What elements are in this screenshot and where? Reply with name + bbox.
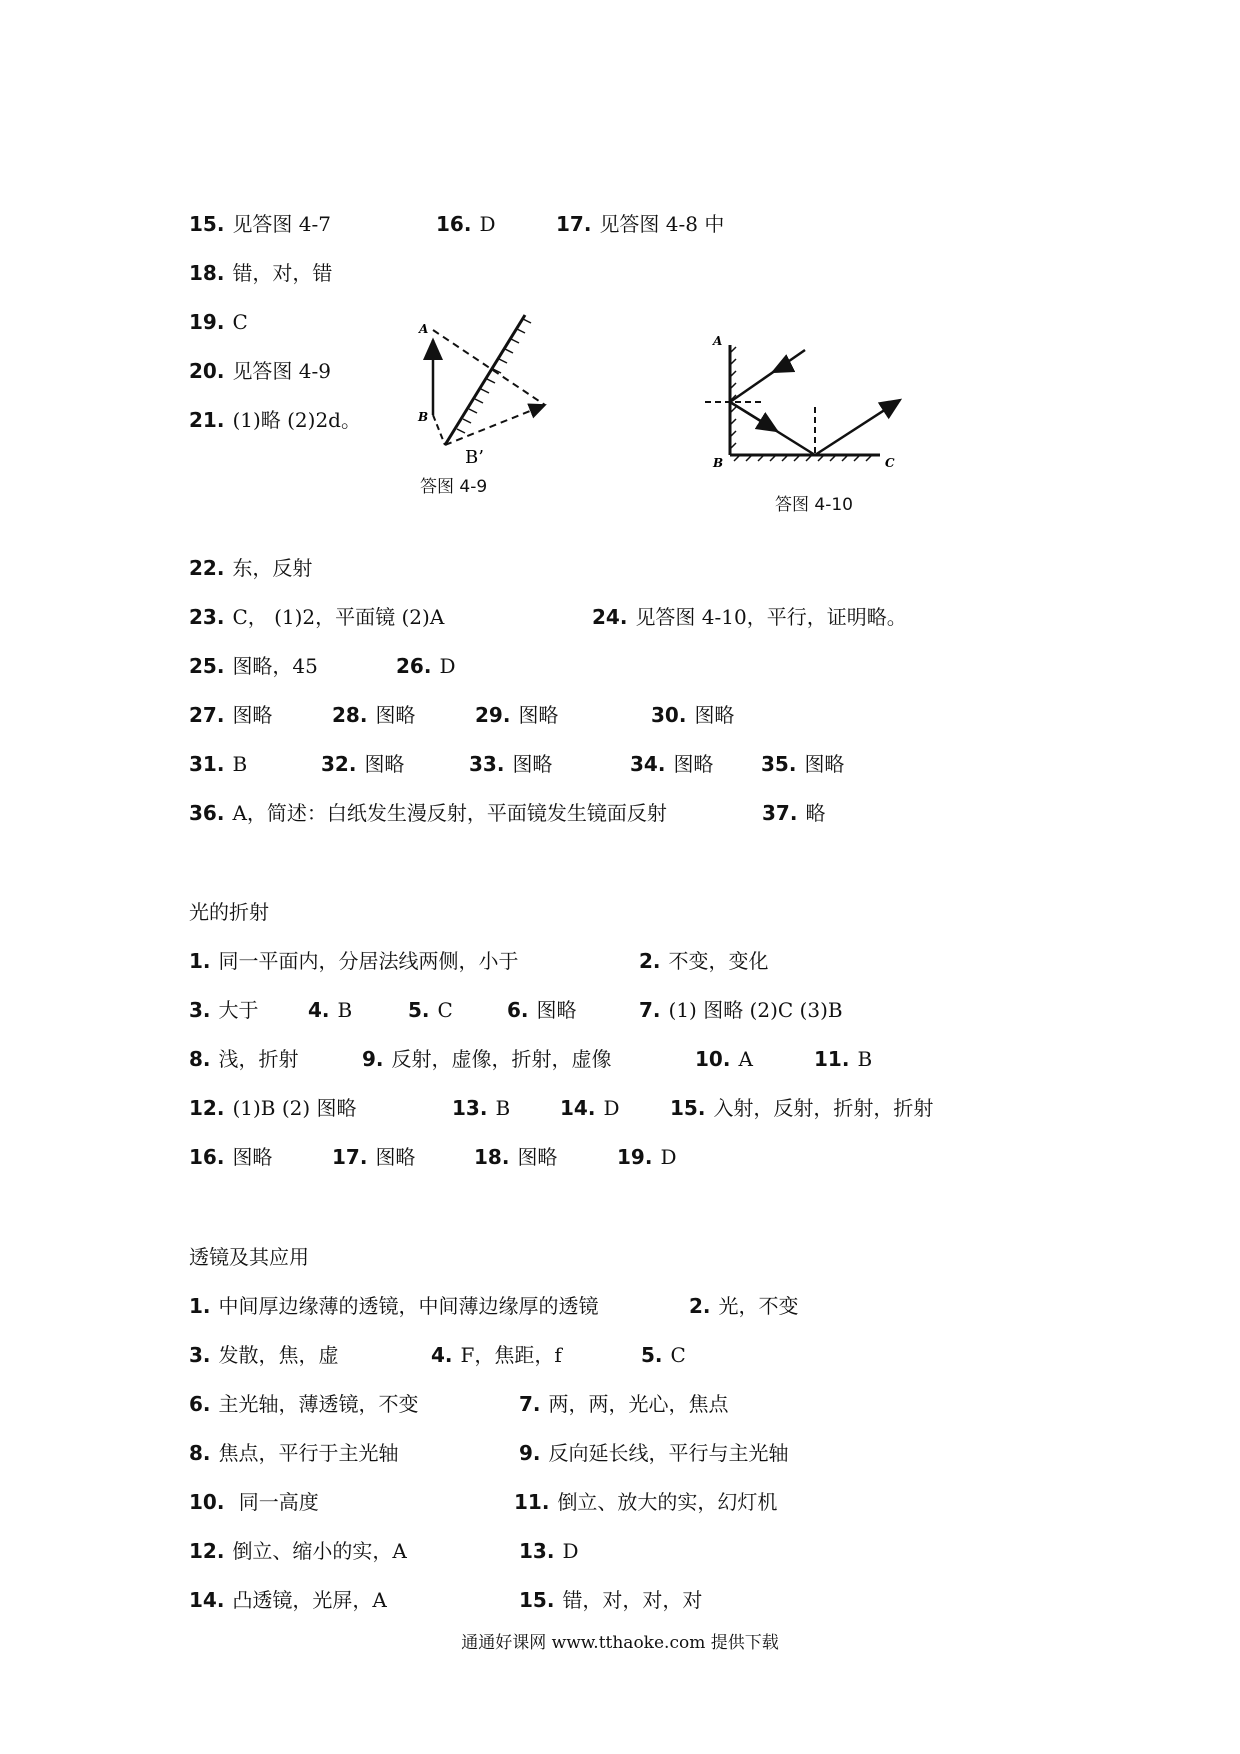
- answer-item: [189, 799, 667, 827]
- question-number: 12.: [189, 1539, 225, 1563]
- answer-text: (1)B (2) 图略: [232, 1096, 357, 1120]
- answer-text: 见答图 4-8 中: [599, 212, 725, 236]
- question-number: 32.: [321, 752, 357, 776]
- question-number: 1.: [189, 949, 211, 973]
- question-number: 11.: [514, 1490, 550, 1514]
- answer-text: 图略: [694, 703, 735, 727]
- question-number: 2.: [689, 1294, 711, 1318]
- question-number: 4.: [308, 998, 330, 1022]
- answer-item: [639, 996, 843, 1024]
- answer-text: 凸透镜，光屏，A: [232, 1588, 387, 1612]
- answer-item: [639, 947, 769, 975]
- question-number: 2.: [639, 949, 661, 973]
- answer-item: [189, 357, 331, 385]
- question-number: 33.: [469, 752, 505, 776]
- answer-text: 图略，45: [232, 654, 318, 678]
- question-number: 18.: [189, 261, 225, 285]
- question-number: 29.: [475, 703, 511, 727]
- svg-text:C: C: [885, 456, 895, 470]
- question-number: 15.: [519, 1588, 555, 1612]
- question-number: 23.: [189, 605, 225, 629]
- answer-item: [431, 1341, 562, 1369]
- question-number: 22.: [189, 556, 225, 580]
- svg-text:B: B: [418, 410, 429, 424]
- answer-text: 东，反射: [232, 556, 313, 580]
- question-number: 1.: [189, 1294, 211, 1318]
- answer-text: 图略: [804, 752, 845, 776]
- svg-text:A: A: [713, 334, 723, 348]
- question-number: 35.: [761, 752, 797, 776]
- question-number: 24.: [592, 605, 628, 629]
- answer-text: C， (1)2，平面镜 (2)A: [232, 605, 445, 629]
- question-number: 34.: [630, 752, 666, 776]
- answer-text: 图略: [517, 1145, 558, 1169]
- answer-text: (1)略 (2)2d。: [232, 408, 361, 432]
- answer-item: [519, 1439, 789, 1467]
- answer-item: [762, 799, 825, 827]
- answer-item: [814, 1045, 872, 1073]
- answer-item: [189, 1341, 339, 1369]
- answer-text: 倒立、缩小的实，A: [232, 1539, 407, 1563]
- page-footer: 通通好课网 www.tthaoke.com 提供下载: [461, 1633, 779, 1653]
- answer-text: C: [437, 998, 453, 1022]
- answer-text: 错，对，错: [232, 261, 333, 285]
- answer-item: [761, 750, 844, 778]
- answer-text: 图略: [232, 703, 273, 727]
- question-number: 16.: [436, 212, 472, 236]
- question-number: 17.: [332, 1145, 368, 1169]
- figure-4-10-diagram: [705, 325, 905, 475]
- answer-item: [362, 1045, 612, 1073]
- figure-4-10-caption: 答图 4-10: [775, 495, 853, 515]
- question-number: 30.: [651, 703, 687, 727]
- mirror-line: [445, 315, 525, 445]
- answer-item: [630, 750, 713, 778]
- answer-item: [189, 947, 519, 975]
- answer-item: [475, 701, 558, 729]
- question-number: 26.: [396, 654, 432, 678]
- answer-item: [396, 652, 455, 680]
- question-number: 14.: [560, 1096, 596, 1120]
- question-number: 19.: [189, 310, 225, 334]
- answer-text: 同一高度: [232, 1490, 319, 1514]
- answer-item: [519, 1586, 702, 1614]
- answer-text: B: [337, 998, 353, 1022]
- question-number: 18.: [474, 1145, 510, 1169]
- answer-item: [189, 1094, 357, 1122]
- answer-text: 不变，变化: [668, 949, 769, 973]
- question-number: 3.: [189, 1343, 211, 1367]
- answer-item: [321, 750, 404, 778]
- answer-item: [189, 1292, 599, 1320]
- answer-item: [332, 701, 415, 729]
- figure-4-9-diagram: [405, 305, 585, 468]
- answer-item: [452, 1094, 510, 1122]
- answer-item: [332, 1143, 415, 1171]
- answer-text: D: [603, 1096, 620, 1120]
- question-number: 9.: [362, 1047, 384, 1071]
- question-number: 15.: [670, 1096, 706, 1120]
- answer-text: F，焦距，f: [460, 1343, 562, 1367]
- answer-item: [189, 603, 444, 631]
- answer-text: D: [562, 1539, 579, 1563]
- question-number: 13.: [452, 1096, 488, 1120]
- answer-item: [189, 554, 312, 582]
- answer-item: [189, 1390, 419, 1418]
- answer-text: 图略: [512, 752, 553, 776]
- answer-item: [556, 210, 724, 238]
- answer-text: 见答图 4-9: [232, 359, 332, 383]
- question-number: 37.: [762, 801, 798, 825]
- answer-text: 图略: [375, 703, 416, 727]
- answer-item: [469, 750, 552, 778]
- question-number: 11.: [814, 1047, 850, 1071]
- question-number: 9.: [519, 1441, 541, 1465]
- answer-text: 见答图 4-10，平行，证明略。: [635, 605, 907, 629]
- question-number: 21.: [189, 408, 225, 432]
- answer-text: 两，两，光心，焦点: [548, 1392, 729, 1416]
- answer-text: A，简述：白纸发生漫反射，平面镜发生镜面反射: [232, 801, 667, 825]
- dashed-line: [433, 330, 545, 405]
- section-title-refraction: 光的折射: [189, 900, 269, 924]
- answer-text: C: [232, 310, 248, 334]
- answer-text: B: [232, 752, 248, 776]
- answer-text: 入射，反射，折射，折射: [713, 1096, 934, 1120]
- answer-item: [189, 308, 248, 336]
- answer-text: 略: [805, 801, 826, 825]
- section-title-lens: 透镜及其应用: [189, 1245, 309, 1269]
- answer-text: 中间厚边缘薄的透镜，中间薄边缘厚的透镜: [218, 1294, 599, 1318]
- answer-item: [617, 1143, 676, 1171]
- answer-text: 发散，焦，虚: [218, 1343, 339, 1367]
- question-number: 10.: [695, 1047, 731, 1071]
- image-arrow: [445, 405, 545, 445]
- answer-item: [189, 1586, 387, 1614]
- question-number: 5.: [408, 998, 430, 1022]
- answer-text: B: [857, 1047, 873, 1071]
- answer-text: 倒立、放大的实，幻灯机: [557, 1490, 778, 1514]
- answer-item: [474, 1143, 557, 1171]
- answer-text: 见答图 4-7: [232, 212, 332, 236]
- answer-text: 图略: [375, 1145, 416, 1169]
- answer-text: D: [479, 212, 496, 236]
- question-number: 6.: [189, 1392, 211, 1416]
- question-number: 17.: [556, 212, 592, 236]
- question-number: 28.: [332, 703, 368, 727]
- answer-item: [189, 701, 272, 729]
- answer-item: [651, 701, 734, 729]
- answer-text: (1) 图略 (2)C (3)B: [668, 998, 843, 1022]
- answer-text: 同一平面内，分居法线两侧，小于: [218, 949, 519, 973]
- answer-text: 大于: [218, 998, 259, 1022]
- incident-ray: [730, 350, 805, 402]
- answer-item: [189, 996, 259, 1024]
- question-number: 16.: [189, 1145, 225, 1169]
- answer-item: [189, 652, 318, 680]
- answer-text: 错，对，对，对: [562, 1588, 703, 1612]
- answer-item: [189, 406, 361, 434]
- answer-text: C: [670, 1343, 686, 1367]
- answer-text: 光，不变: [718, 1294, 799, 1318]
- question-number: 27.: [189, 703, 225, 727]
- answer-text: 焦点，平行于主光轴: [218, 1441, 399, 1465]
- answer-text: B: [495, 1096, 511, 1120]
- answer-text: D: [660, 1145, 677, 1169]
- answer-text: 图略: [364, 752, 405, 776]
- question-number: 25.: [189, 654, 225, 678]
- mirror-hatch: [457, 319, 531, 433]
- svg-text:B: B: [713, 456, 724, 470]
- answer-item: [519, 1537, 578, 1565]
- question-number: 7.: [639, 998, 661, 1022]
- question-number: 31.: [189, 752, 225, 776]
- question-number: 36.: [189, 801, 225, 825]
- question-number: 13.: [519, 1539, 555, 1563]
- question-number: 12.: [189, 1096, 225, 1120]
- answer-item: [189, 1439, 399, 1467]
- answer-item: [189, 1045, 299, 1073]
- question-number: 15.: [189, 212, 225, 236]
- answer-item: [189, 1537, 407, 1565]
- answer-text: A: [738, 1047, 753, 1071]
- answer-text: 浅，折射: [218, 1047, 299, 1071]
- question-number: 3.: [189, 998, 211, 1022]
- question-number: 4.: [431, 1343, 453, 1367]
- answer-item: [514, 1488, 777, 1516]
- answer-item: [189, 259, 332, 287]
- answer-text: D: [439, 654, 456, 678]
- answer-item: [189, 750, 247, 778]
- question-number: 10.: [189, 1490, 225, 1514]
- question-number: 20.: [189, 359, 225, 383]
- answer-text: 主光轴，薄透镜，不变: [218, 1392, 419, 1416]
- answer-item: [641, 1341, 686, 1369]
- question-number: 8.: [189, 1441, 211, 1465]
- answer-item: [189, 210, 331, 238]
- question-number: 19.: [617, 1145, 653, 1169]
- question-number: 8.: [189, 1047, 211, 1071]
- question-number: 6.: [507, 998, 529, 1022]
- answer-item: [436, 210, 495, 238]
- answer-item: [189, 1143, 272, 1171]
- answer-text: 图略: [536, 998, 577, 1022]
- question-number: 5.: [641, 1343, 663, 1367]
- question-number: 14.: [189, 1588, 225, 1612]
- answer-item: [507, 996, 577, 1024]
- answer-item: [695, 1045, 753, 1073]
- answer-text: 图略: [232, 1145, 273, 1169]
- answer-item: [308, 996, 352, 1024]
- answer-text: 图略: [673, 752, 714, 776]
- svg-text:A: A: [419, 322, 429, 336]
- question-number: 7.: [519, 1392, 541, 1416]
- answer-item: [560, 1094, 619, 1122]
- answer-item: [689, 1292, 799, 1320]
- output-ray: [815, 400, 900, 455]
- figure-4-9-caption: 答图 4-9: [420, 477, 488, 497]
- answer-text: 图略: [518, 703, 559, 727]
- svg-text:B’: B’: [465, 447, 484, 468]
- answer-text: 反向延长线，平行与主光轴: [548, 1441, 789, 1465]
- answer-item: [408, 996, 453, 1024]
- answer-item: [592, 603, 907, 631]
- answer-item: [189, 1488, 319, 1516]
- answer-item: [670, 1094, 933, 1122]
- answer-text: 反射，虚像，折射，虚像: [391, 1047, 612, 1071]
- answer-item: [519, 1390, 729, 1418]
